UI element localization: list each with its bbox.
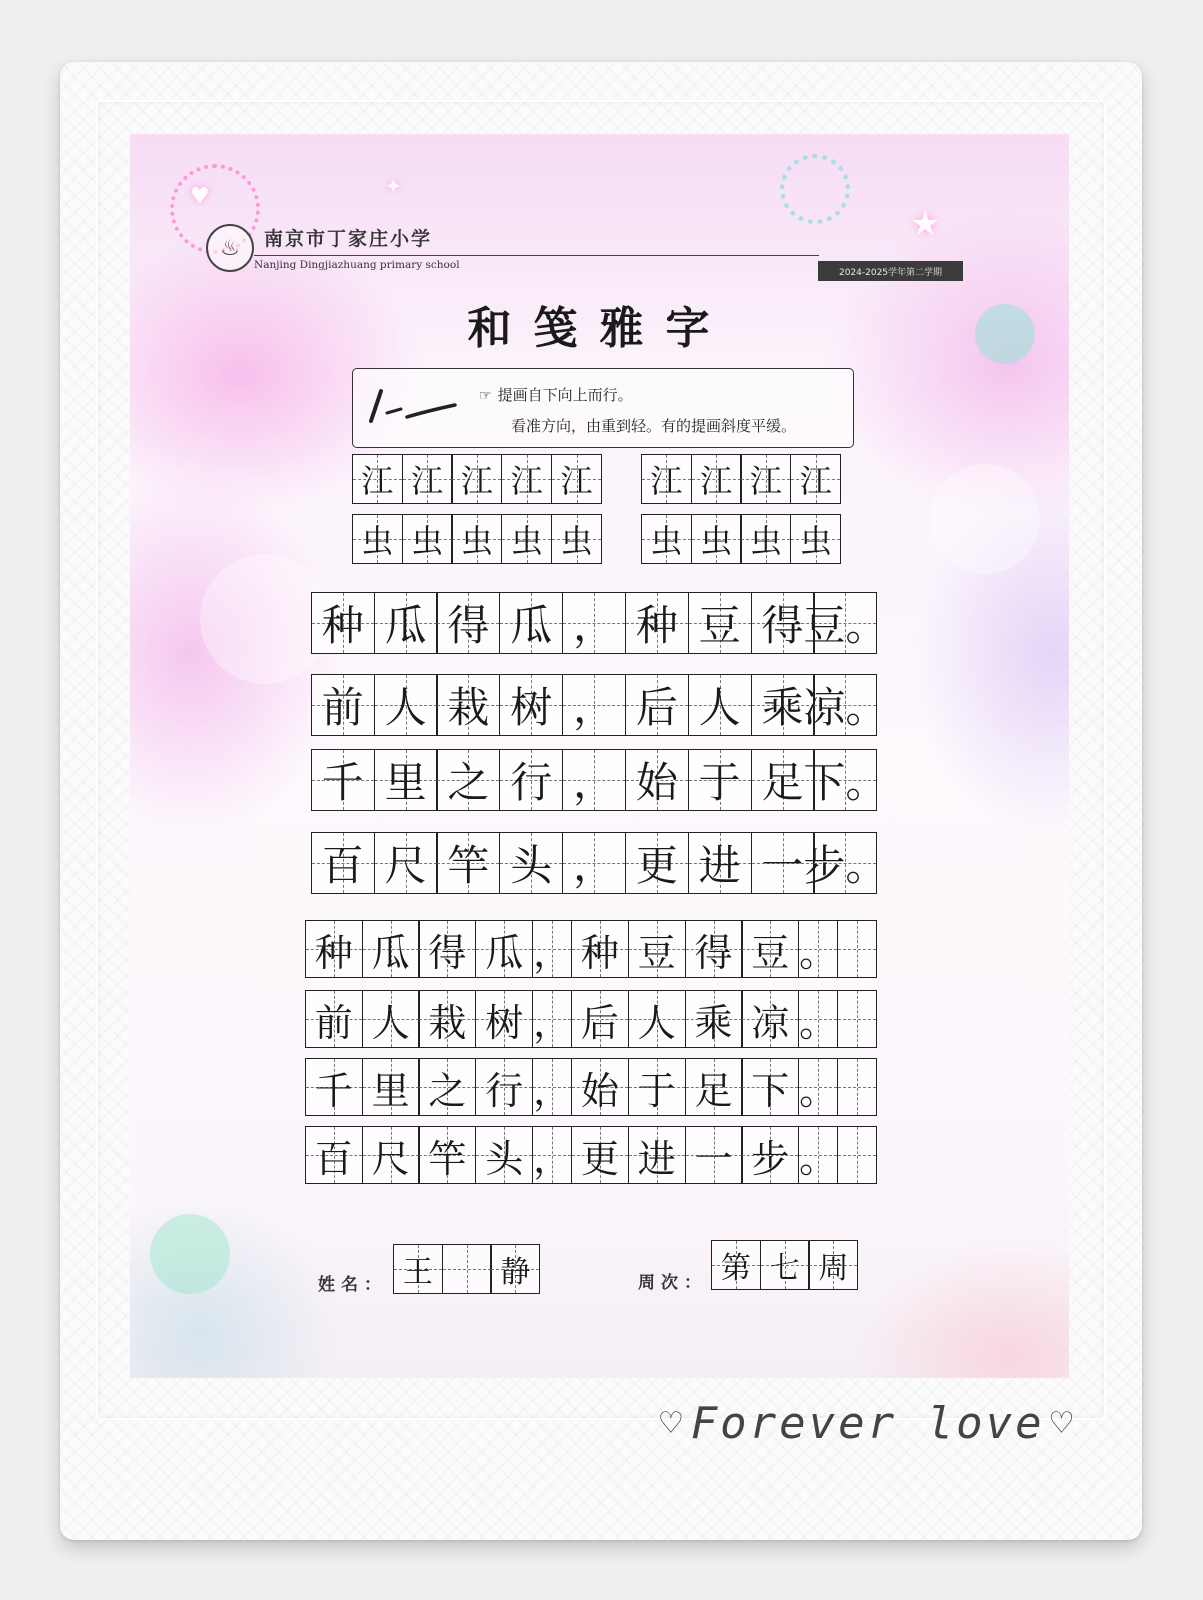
grid-cell xyxy=(475,1126,533,1184)
grid-cell xyxy=(571,920,629,978)
small-grid-row xyxy=(306,990,877,1048)
grid-cell xyxy=(442,1244,492,1294)
grid-char: 虫 xyxy=(460,522,493,560)
semester-badge: 2024-2025学年第二学期 xyxy=(818,261,963,281)
grid-cell xyxy=(551,454,602,504)
grid-cell xyxy=(711,1240,761,1290)
grid-cell xyxy=(837,920,877,978)
grid-char: 江 xyxy=(700,462,733,500)
big-grid-row xyxy=(312,832,888,894)
grid-cell xyxy=(475,990,533,1048)
grid-char: 江 xyxy=(560,462,593,500)
grid-cell xyxy=(740,454,791,504)
grid-cell xyxy=(628,1126,686,1184)
grid-char: 周 xyxy=(818,1251,849,1286)
grid-char: 静 xyxy=(500,1255,531,1290)
grid-cell xyxy=(837,1058,877,1116)
big-grid-row xyxy=(312,749,888,811)
grid-cell xyxy=(436,592,500,654)
grid-char: 虫 xyxy=(749,522,782,560)
grid-cell xyxy=(362,920,420,978)
school-name-en: Nanjing Dingjiazhuang primary school xyxy=(254,259,460,271)
grid-char: 步。 xyxy=(803,841,888,890)
grid-char: ， xyxy=(573,683,616,732)
grid-char: 于 xyxy=(637,1068,676,1113)
heart-sticker-icon: ♥ xyxy=(190,184,210,209)
grid-cell xyxy=(305,920,363,978)
grid-cell xyxy=(362,1058,420,1116)
grid-cell xyxy=(436,674,500,736)
grid-cell xyxy=(490,1244,540,1294)
grid-char: 人 xyxy=(371,1000,410,1045)
grid-char: 种 xyxy=(635,601,678,650)
grid-cell xyxy=(305,990,363,1048)
grid-cell xyxy=(311,592,375,654)
grid-cell xyxy=(798,920,838,978)
grid-cell xyxy=(562,674,626,736)
name-label: 姓名： xyxy=(318,1275,387,1295)
grid-char: 里 xyxy=(384,758,427,807)
grid-cell xyxy=(451,514,502,564)
grid-char: 虫 xyxy=(411,522,444,560)
grid-cell xyxy=(562,749,626,811)
grid-cell xyxy=(571,1058,629,1116)
practice-row-right xyxy=(642,454,841,504)
grid-char: 进 xyxy=(637,1136,676,1181)
grid-cell xyxy=(625,749,689,811)
grid-cell xyxy=(691,454,742,504)
grid-char: ， xyxy=(533,930,572,975)
heart-icon: ♡ xyxy=(660,1403,685,1444)
heart-icon: ♡ xyxy=(1050,1403,1076,1444)
grid-cell xyxy=(760,1240,810,1290)
grid-char: 更 xyxy=(580,1136,619,1181)
grid-char: 足 xyxy=(694,1068,733,1113)
grid-cell xyxy=(803,749,888,811)
grid-cell xyxy=(305,1058,363,1116)
grid-cell xyxy=(628,990,686,1048)
grid-cell xyxy=(532,1126,572,1184)
grid-char: ， xyxy=(573,841,616,890)
stroke-rule-box xyxy=(352,368,854,448)
grid-char: 始 xyxy=(580,1068,619,1113)
grid-cell xyxy=(475,920,533,978)
grid-cell xyxy=(571,990,629,1048)
rule-line-1 xyxy=(479,384,633,405)
grid-char: 尺 xyxy=(384,841,427,890)
grid-cell xyxy=(685,1126,743,1184)
grid-cell xyxy=(688,832,752,894)
worksheet-photo xyxy=(130,134,1069,1378)
grid-cell xyxy=(741,990,799,1048)
rule-text: 提画自下向上而行。 xyxy=(497,386,633,404)
grid-char: 前 xyxy=(321,683,364,732)
grid-char: 得 xyxy=(428,930,467,975)
grid-char: 之 xyxy=(447,758,490,807)
grid-cell xyxy=(641,454,692,504)
grid-char: 树 xyxy=(485,1000,524,1045)
grid-cell xyxy=(691,514,742,564)
grid-cell xyxy=(741,1126,799,1184)
grid-cell xyxy=(803,674,888,736)
grid-char: 。 xyxy=(799,1136,838,1181)
grid-cell xyxy=(374,749,438,811)
grid-char: 虫 xyxy=(650,522,683,560)
grid-char: 江 xyxy=(361,462,394,500)
grid-cell xyxy=(803,592,888,654)
grid-char: ， xyxy=(573,601,616,650)
grid-cell xyxy=(628,1058,686,1116)
grid-cell xyxy=(803,832,888,894)
grid-char: ， xyxy=(533,1136,572,1181)
grid-cell xyxy=(475,1058,533,1116)
grid-char: 。 xyxy=(799,1068,838,1113)
grid-cell xyxy=(562,832,626,894)
grid-char: 栽 xyxy=(447,683,490,732)
grid-cell xyxy=(418,920,476,978)
grid-char: 步 xyxy=(751,1136,790,1181)
grid-char: 人 xyxy=(637,1000,676,1045)
grid-char: 王 xyxy=(402,1255,433,1290)
grid-char: 得 xyxy=(447,601,490,650)
grid-char: 人 xyxy=(384,683,427,732)
grid-cell xyxy=(311,832,375,894)
grid-cell xyxy=(418,1126,476,1184)
grid-char: 之 xyxy=(428,1068,467,1113)
grid-char: 始 xyxy=(635,758,678,807)
week-label: 周次： xyxy=(638,1273,707,1293)
grid-char: 一 xyxy=(694,1136,733,1181)
grid-cell xyxy=(798,990,838,1048)
grid-cell xyxy=(798,1126,838,1184)
grid-cell xyxy=(501,514,552,564)
grid-cell xyxy=(402,454,453,504)
grid-char: 种 xyxy=(321,601,364,650)
rule-line-2: 看准方向，由重到轻。有的提画斜度平缓。 xyxy=(511,417,797,435)
grid-cell xyxy=(499,592,563,654)
big-grid-row xyxy=(312,674,888,736)
grid-char: 凉。 xyxy=(803,683,888,732)
grid-cell xyxy=(551,514,602,564)
grid-cell xyxy=(532,1058,572,1116)
grid-cell xyxy=(352,454,403,504)
grid-char: 乘 xyxy=(694,1000,733,1045)
name-grid xyxy=(394,1244,540,1294)
header-divider xyxy=(254,255,819,256)
grid-char: 凉 xyxy=(751,1000,790,1045)
grid-char: 竿 xyxy=(428,1136,467,1181)
grid-char: 。 xyxy=(799,930,838,975)
caption-text: Forever love xyxy=(690,1398,1045,1449)
grid-char: 虫 xyxy=(560,522,593,560)
grid-char: 虫 xyxy=(700,522,733,560)
grid-char: 豆 xyxy=(751,930,790,975)
grid-char: 江 xyxy=(411,462,444,500)
grid-char: 下。 xyxy=(803,758,888,807)
big-grid-row xyxy=(312,592,888,654)
small-grid-row xyxy=(306,920,877,978)
grid-char: 头 xyxy=(485,1136,524,1181)
page-title: 和笺雅字 xyxy=(467,303,732,354)
grid-char: 前 xyxy=(314,1000,353,1045)
grid-char: 第 xyxy=(720,1251,751,1286)
grid-char: ， xyxy=(533,1068,572,1113)
grid-cell xyxy=(741,1058,799,1116)
small-grid-row xyxy=(306,1126,877,1184)
grid-cell xyxy=(499,749,563,811)
grid-char: 头 xyxy=(510,841,553,890)
grid-char: 得 xyxy=(761,601,804,650)
grid-cell xyxy=(436,832,500,894)
grid-char: 足 xyxy=(761,758,804,807)
grid-cell xyxy=(808,1240,858,1290)
grid-cell xyxy=(499,674,563,736)
grid-cell xyxy=(362,1126,420,1184)
grid-cell xyxy=(436,749,500,811)
grid-cell xyxy=(641,514,692,564)
grid-cell xyxy=(628,920,686,978)
grid-cell xyxy=(798,1058,838,1116)
grid-char: ， xyxy=(573,758,616,807)
school-name: 南京市丁家庄小学 xyxy=(264,228,433,250)
grid-char: 瓜 xyxy=(384,601,427,650)
grid-cell xyxy=(374,832,438,894)
grid-cell xyxy=(688,674,752,736)
grid-char: 。 xyxy=(799,1000,838,1045)
grid-cell xyxy=(837,990,877,1048)
practice-row-right xyxy=(642,514,841,564)
grid-cell xyxy=(451,454,502,504)
grid-char: 后 xyxy=(635,683,678,732)
grid-char: 百 xyxy=(314,1136,353,1181)
grid-cell xyxy=(740,514,791,564)
grid-cell xyxy=(311,749,375,811)
grid-char: 江 xyxy=(799,462,832,500)
grid-cell xyxy=(374,674,438,736)
grid-cell xyxy=(393,1244,443,1294)
grid-cell xyxy=(352,514,403,564)
grid-cell xyxy=(790,514,841,564)
grid-char: 七 xyxy=(769,1251,800,1286)
grid-char: 行 xyxy=(485,1068,524,1113)
grid-cell xyxy=(374,592,438,654)
grid-cell xyxy=(685,1058,743,1116)
grid-char: 后 xyxy=(580,1000,619,1045)
grid-char: 虫 xyxy=(799,522,832,560)
grid-char: 得 xyxy=(694,930,733,975)
grid-cell xyxy=(499,832,563,894)
grid-char: 瓜 xyxy=(510,601,553,650)
grid-char: 树 xyxy=(510,683,553,732)
practice-row-left xyxy=(353,454,602,504)
grid-char: 下 xyxy=(751,1068,790,1113)
grid-char: 千 xyxy=(321,758,364,807)
star-icon: ★ xyxy=(910,204,941,244)
grid-cell xyxy=(418,1058,476,1116)
week-grid xyxy=(712,1240,858,1290)
grid-cell xyxy=(305,1126,363,1184)
grid-cell xyxy=(837,1126,877,1184)
grid-char: 千 xyxy=(314,1068,353,1113)
grid-char: 一 xyxy=(761,841,804,890)
grid-cell xyxy=(532,920,572,978)
sparkle-icon: ✦ xyxy=(385,174,402,198)
grid-char: 进 xyxy=(698,841,741,890)
grid-char: ， xyxy=(533,1000,572,1045)
grid-cell xyxy=(571,1126,629,1184)
grid-char: 江 xyxy=(460,462,493,500)
grid-char: 豆 xyxy=(637,930,676,975)
grid-cell xyxy=(501,454,552,504)
grid-cell xyxy=(532,990,572,1048)
grid-cell xyxy=(625,832,689,894)
grid-char: 尺 xyxy=(371,1136,410,1181)
grid-cell xyxy=(688,749,752,811)
grid-char: 虫 xyxy=(361,522,394,560)
grid-cell xyxy=(685,920,743,978)
grid-char: 江 xyxy=(510,462,543,500)
stroke-example-icon xyxy=(367,385,467,425)
grid-char: 人 xyxy=(698,683,741,732)
small-grid-row xyxy=(306,1058,877,1116)
school-emblem-icon: ♨ xyxy=(206,224,254,272)
grid-char: 栽 xyxy=(428,1000,467,1045)
grid-char: 里 xyxy=(371,1068,410,1113)
grid-cell xyxy=(362,990,420,1048)
grid-char: 行 xyxy=(510,758,553,807)
grid-char: 竿 xyxy=(447,841,490,890)
grid-char: 瓜 xyxy=(485,930,524,975)
grid-cell xyxy=(688,592,752,654)
grid-char: 于 xyxy=(698,758,741,807)
grid-cell xyxy=(311,674,375,736)
grid-cell xyxy=(685,990,743,1048)
grid-char: 更 xyxy=(635,841,678,890)
grid-cell xyxy=(625,592,689,654)
caption xyxy=(660,1398,1075,1449)
practice-row-left xyxy=(353,514,602,564)
grid-char: 乘 xyxy=(761,683,804,732)
grid-char: 百 xyxy=(321,841,364,890)
grid-char: 豆。 xyxy=(803,601,888,650)
grid-cell xyxy=(625,674,689,736)
grid-char: 种 xyxy=(314,930,353,975)
grid-cell xyxy=(402,514,453,564)
grid-char: 虫 xyxy=(510,522,543,560)
grid-cell xyxy=(741,920,799,978)
grid-char: 江 xyxy=(650,462,683,500)
pointing-hand-icon: ☞ xyxy=(479,388,492,404)
grid-char: 豆 xyxy=(698,601,741,650)
grid-cell xyxy=(562,592,626,654)
grid-char: 瓜 xyxy=(371,930,410,975)
grid-cell xyxy=(418,990,476,1048)
grid-char: 江 xyxy=(749,462,782,500)
grid-char: 种 xyxy=(580,930,619,975)
grid-cell xyxy=(790,454,841,504)
